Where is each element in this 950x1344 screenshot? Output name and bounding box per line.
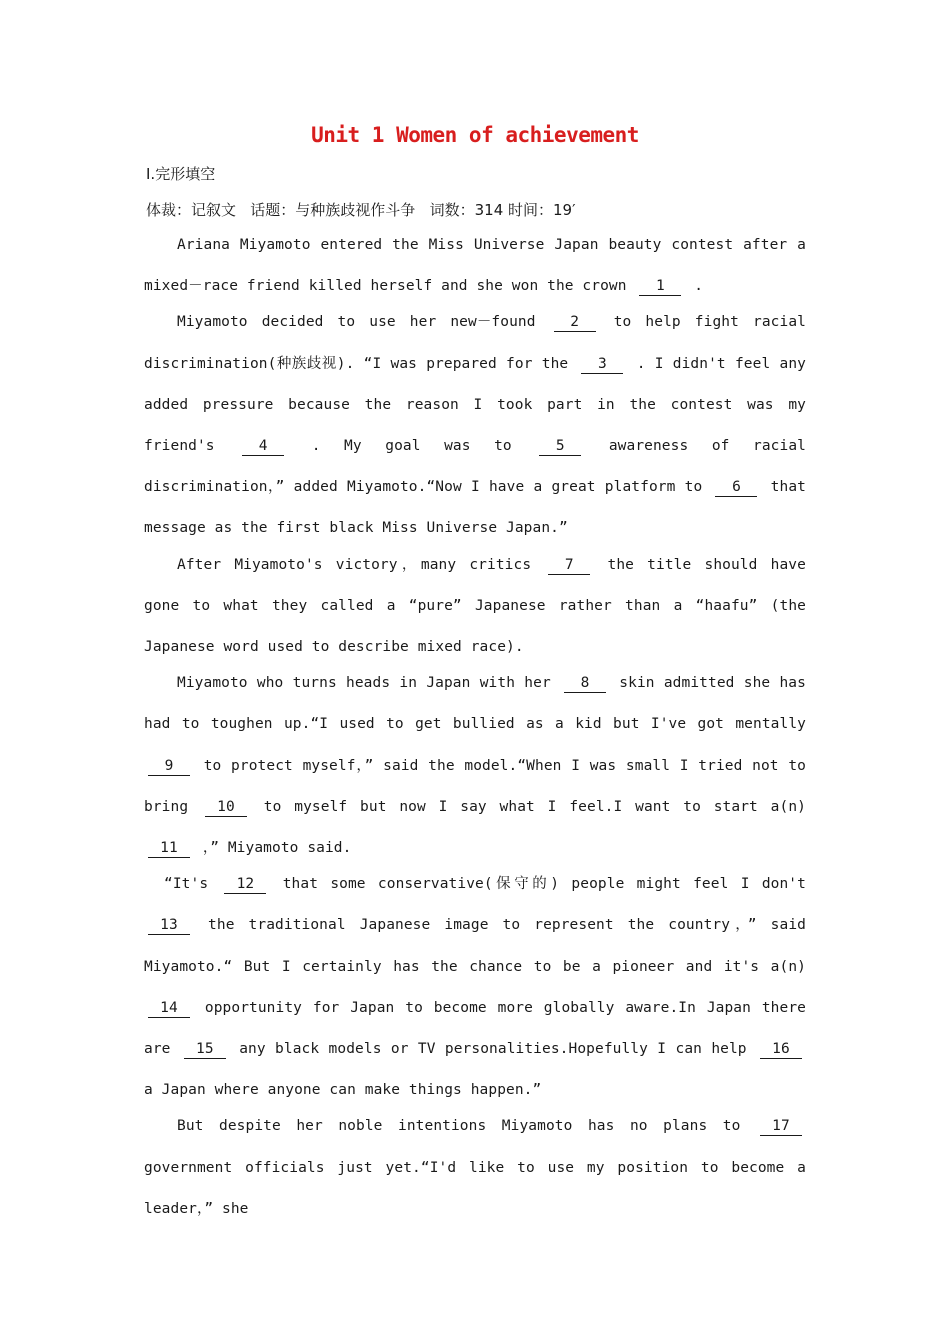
page-title: Unit 1 Women of achievement <box>311 123 639 147</box>
passage-text: that message as the first black Miss Universe Japan.” <box>144 479 806 537</box>
blank-6: 6 <box>715 478 757 497</box>
passage-text: Miyamoto decided to use her new－found <box>177 314 536 331</box>
blank-17: 17 <box>760 1117 802 1136</box>
passage-text: “It's <box>164 876 209 893</box>
blank-3: 3 <box>581 355 623 374</box>
passage-meta: 体裁：记叙文 话题：与种族歧视作斗争 词数：314 时间：19′ <box>146 201 576 219</box>
blank-1: 1 <box>639 277 681 296</box>
blank-5: 5 <box>539 437 581 456</box>
passage-text: . <box>694 278 704 295</box>
passage-paragraph <box>144 225 806 307</box>
blank-4: 4 <box>242 437 284 456</box>
blank-8: 8 <box>564 674 606 693</box>
passage-text: government officials just yet.“I'd like to use my position to become a leader，” she <box>144 1159 806 1217</box>
blank-14: 14 <box>148 999 190 1018</box>
passage-text: . My goal was to <box>311 438 512 455</box>
blank-11: 11 <box>148 839 190 858</box>
passage-text: any black models or TV personalities.Hopefully I can help <box>239 1041 747 1058</box>
passage-text: opportunity for Japan to become more globally aware.In Japan there are <box>144 999 806 1058</box>
blank-7: 7 <box>548 556 590 575</box>
passage-text: ，” Miyamoto said. <box>202 840 352 857</box>
passage-text: awareness of racial discrimination，” added Miyamoto.“Now I have a great platform to <box>144 438 806 496</box>
passage-text: to protect myself，” said the model.“When I was small I tried not to bring <box>144 757 806 815</box>
blank-9: 9 <box>148 757 190 776</box>
blank-13: 13 <box>148 916 190 935</box>
passage-text: skin admitted she has had to toughen up.“I used to get bullied as a kid but I've got mentally <box>144 675 806 733</box>
passage-text: After Miyamoto's victory，many critics <box>177 556 532 573</box>
passage-paragraph <box>144 864 806 1111</box>
passage-text: . I didn't feel any added pressure because the reason I took part in the contest was my friend's <box>144 355 806 455</box>
passage-paragraph <box>144 1106 806 1230</box>
blank-12: 12 <box>224 875 266 894</box>
passage-paragraph <box>144 663 806 869</box>
passage-paragraph <box>144 545 806 669</box>
passage-text: to help fight racial discrimination(种族歧视). “I was prepared for the <box>144 314 806 372</box>
passage-text: to myself but now I say what I feel.I want to start a(n) <box>263 798 806 815</box>
blank-2: 2 <box>554 313 596 332</box>
passage-body <box>144 225 806 1230</box>
blank-15: 15 <box>184 1040 226 1059</box>
passage-paragraph <box>144 302 806 549</box>
passage-text: the title should have gone to what they called a “pure” Japanese rather than a “haafu” (the Japanese word used to describe mixed race). <box>144 556 806 656</box>
section-heading: Ⅰ.完形填空 <box>146 165 216 183</box>
passage-text: the traditional Japanese image to represent the country，” said Miyamoto.“ But I certainly has the chance to be a pioneer and it's a(n) <box>144 917 806 975</box>
passage-text: a Japan where anyone can make things happen.” <box>144 1082 542 1099</box>
passage-text: Miyamoto who turns heads in Japan with her <box>177 675 551 692</box>
passage-text: Ariana Miyamoto entered the Miss Universe Japan beauty contest after a mixed－race friend killed herself and she won the crown <box>144 237 806 295</box>
blank-16: 16 <box>760 1040 802 1059</box>
passage-text: But despite her noble intentions Miyamoto has no plans to <box>177 1118 741 1135</box>
blank-10: 10 <box>205 798 247 817</box>
passage-text: that some conservative(保守的) people might feel I don't <box>282 876 806 893</box>
